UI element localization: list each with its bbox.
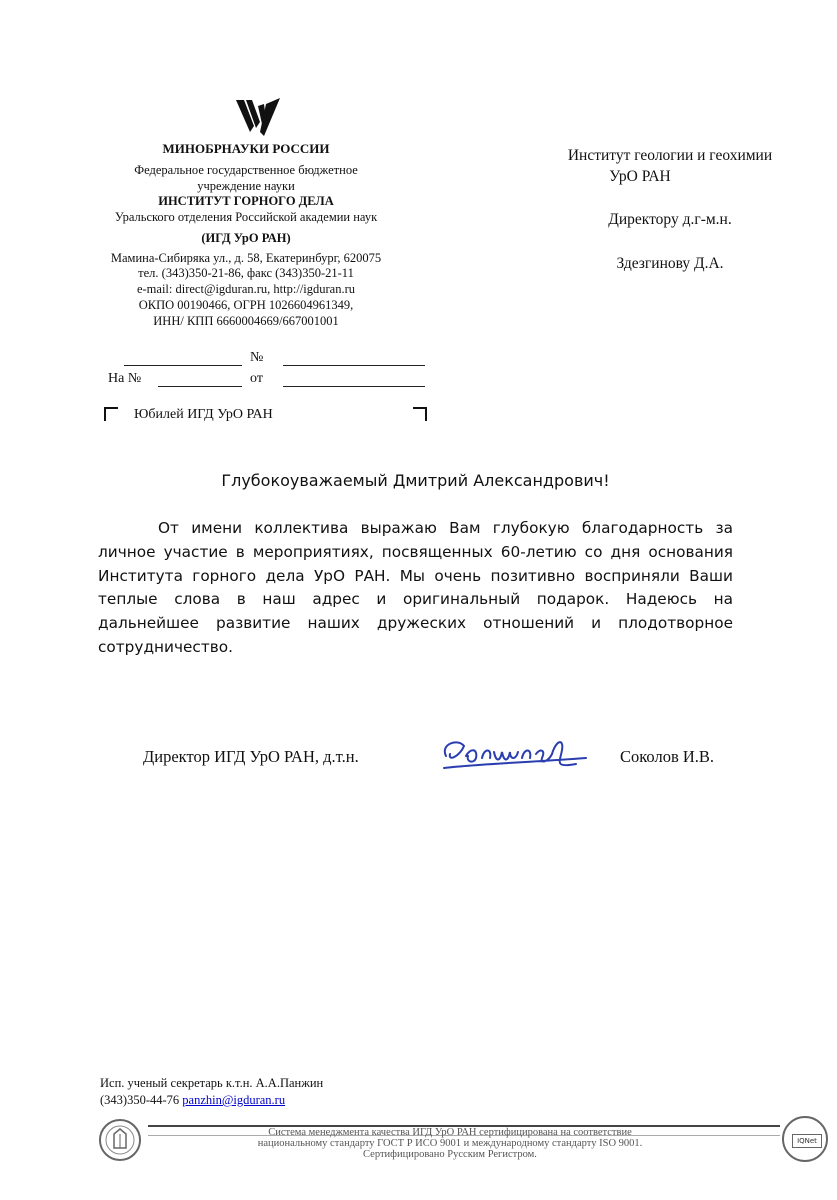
outgoing-date-line [283, 365, 425, 366]
signatory-title: Директор ИГД УрО РАН, д.т.н. [143, 747, 359, 766]
recipient-name: Здезгинову Д.А. [616, 255, 724, 272]
executor-contacts [100, 1093, 285, 1108]
reply-number-line [158, 386, 242, 387]
executor-phone: (343)350-44-76 [100, 1093, 180, 1107]
signatory-name: Соколов И.В. [620, 747, 715, 766]
qms-line-2: национальному стандарту ГОСТ Р ИСО 9001 и международному стандарту ISO 9001. [257, 1138, 643, 1149]
okpo-ogrn: ОКПО 00190466, ОГРН 1026604961349, [138, 298, 354, 312]
phone-fax: тел. (343)350-21-86, факс (343)350-21-11 [138, 266, 354, 280]
branch-name: Уральского отделения Российской академии наук [114, 210, 378, 224]
qms-line-1: Система менеджмента качества ИГД УрО РАН сертифицирована на соответствие [268, 1127, 632, 1138]
recipient-org: Институт геологии и геохимии [567, 147, 773, 164]
certification-seal-icon [782, 1116, 828, 1162]
subject-corner-right [413, 407, 427, 421]
recipient-org-branch: УрО РАН [609, 168, 671, 185]
letter-body: От имени коллектива выражаю Вам глубокую благодарность за личное участие в мероприятиях, посвященных 60-летию со дня основания Института горного дела УрО РАН. Мы очень позитивно восприняли Ваши теплые слова в наш адрес и оригинальный подарок. Надеюсь на дальнейшее развитие наших дружеских отношений и плодотворное сотрудничество. [98, 519, 733, 656]
outgoing-number-line [124, 365, 242, 366]
address: Мамина-Сибиряка ул., д. 58, Екатеринбург, 620075 [110, 251, 382, 265]
institute-abbr: (ИГД УрО РАН) [201, 231, 291, 245]
greeting: Глубокоуважаемый Дмитрий Александрович! [221, 471, 610, 490]
reply-date-label: от [250, 371, 263, 386]
ras-emblem-icon [98, 1118, 142, 1162]
institute-name: ИНСТИТУТ ГОРНОГО ДЕЛА [158, 194, 334, 208]
inn-kpp: ИНН/ КПП 6660004669/667001001 [153, 314, 339, 328]
qms-line-3: Сертифицировано Русским Регистром. [363, 1149, 537, 1160]
subject-line: Юбилей ИГД УрО РАН [134, 407, 273, 422]
executor-name: Исп. ученый секретарь к.т.н. А.А.Панжин [100, 1076, 324, 1090]
handwritten-signature [436, 734, 596, 776]
executor-email-link[interactable]: panzhin@igduran.ru [182, 1093, 286, 1107]
institute-logo-icon [236, 98, 280, 138]
reply-number-label: На № [108, 371, 142, 386]
ministry-name: МИНОБРНАУКИ РОССИИ [162, 141, 330, 156]
reply-date-line [283, 386, 425, 387]
iqnet-label: IQNet [792, 1134, 822, 1148]
number-label: № [250, 350, 264, 365]
org-line-1: Федеральное государственное бюджетное [134, 163, 358, 177]
recipient-position: Директору д.г-м.н. [608, 211, 732, 228]
subject-corner-left [104, 407, 118, 421]
email-web: e-mail: direct@igduran.ru, http://igduran.ru [136, 282, 356, 296]
org-line-2: учреждение науки [197, 179, 295, 193]
